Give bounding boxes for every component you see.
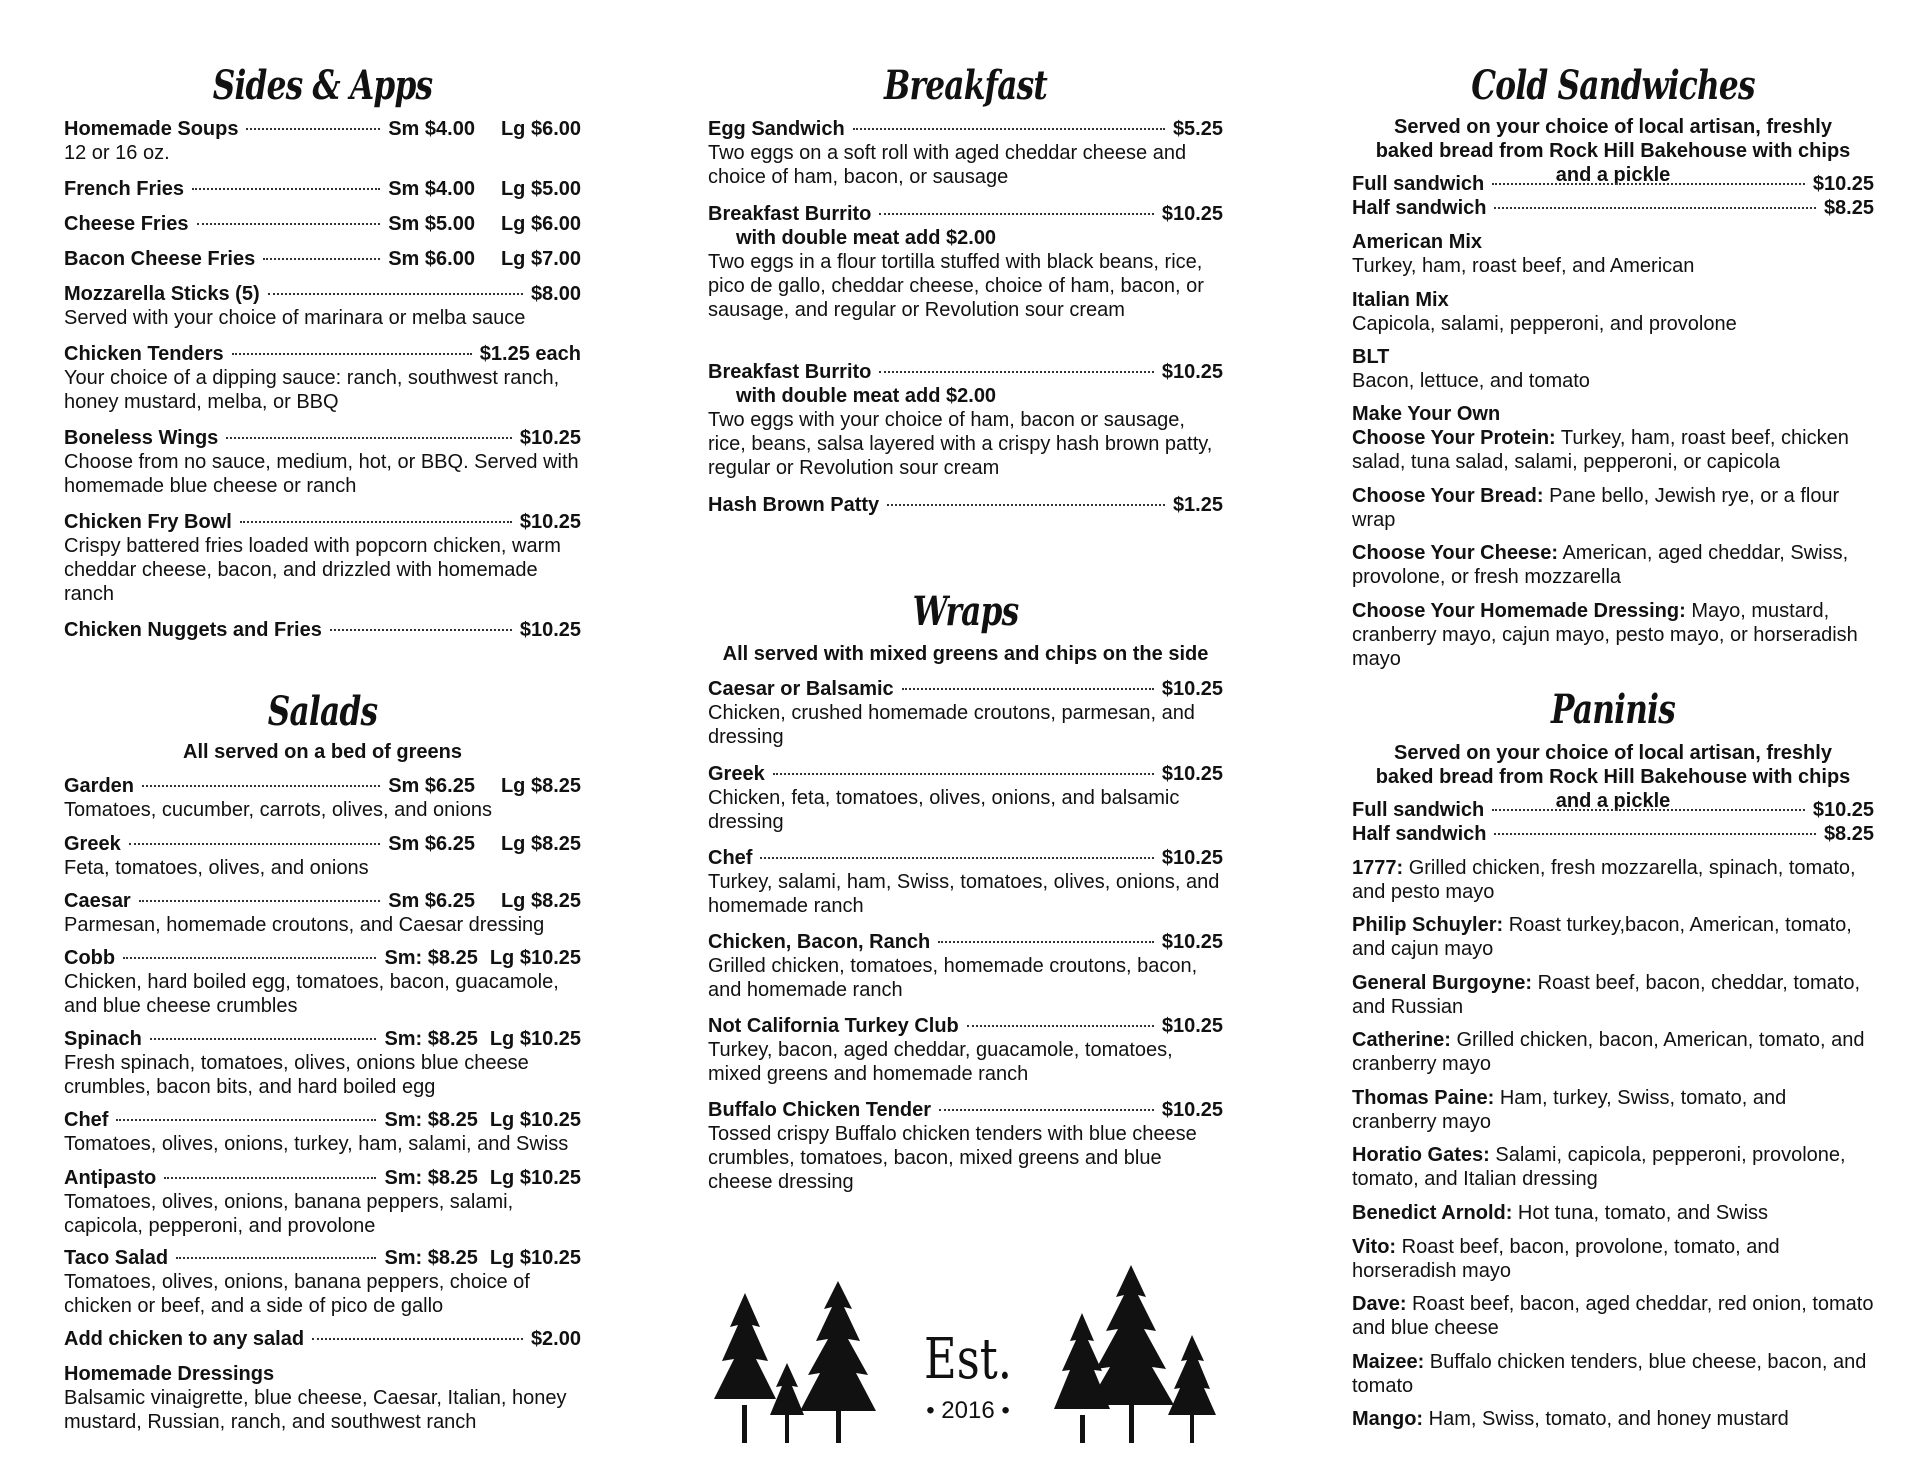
dot-leader [853, 128, 1165, 130]
option-label: Choose Your Protein: [1352, 427, 1556, 449]
option-label: Choose Your Cheese: [1352, 542, 1558, 564]
half-price: $8.25 [1823, 823, 1874, 845]
half-label: Half sandwich [1352, 197, 1487, 219]
price-small: Sm $6.25 [388, 775, 475, 797]
panini-name: Vito: [1352, 1236, 1397, 1258]
item-price: $10.25 [519, 427, 581, 449]
panini-item [1352, 1350, 1874, 1398]
panini-item [1352, 1407, 1874, 1431]
panini-desc: Roast beef, bacon, provolone, tomato, and horseradish mayo [1352, 1236, 1780, 1282]
item-name: Add chicken to any salad [64, 1328, 305, 1350]
item-desc: Choose from no sauce, medium, hot, or BBQ. Served with homemade blue cheese or ranch [64, 451, 579, 497]
make-your-own [1352, 402, 1874, 474]
option-text: Mayo, mustard, cranberry mayo, cajun mayo, pesto mayo, or horseradish mayo [1352, 600, 1858, 670]
item-price: $10.25 [1161, 1099, 1223, 1121]
price-large: Lg $10.25 [489, 1109, 581, 1131]
dot-leader [150, 1038, 377, 1040]
dot-leader [164, 1177, 376, 1179]
item-desc: Two eggs on a soft roll with aged cheddar cheese and choice of ham, bacon, or sausage [708, 142, 1187, 188]
panini-desc: Grilled chicken, fresh mozzarella, spinach, tomato, and pesto mayo [1352, 857, 1856, 903]
panini-item [1352, 1143, 1874, 1191]
dot-leader [330, 629, 512, 631]
price-small: Sm $5.00 [388, 213, 475, 235]
dot-leader [879, 213, 1153, 215]
item-desc: Tomatoes, olives, onions, banana peppers, salami, capicola, pepperoni, and provolone [64, 1191, 514, 1237]
option-text: American, aged cheddar, Swiss, provolone, or fresh mozzarella [1352, 542, 1849, 588]
item-desc: Two eggs in a flour tortilla stuffed with black beans, rice, pico de gallo, cheddar cheese, choice of ham, bacon, or sausage, and regular or Revolution sour cream [708, 251, 1204, 321]
panini-name: Mango: [1352, 1408, 1424, 1430]
item-name: Taco Salad [64, 1247, 169, 1269]
dot-leader [312, 1338, 523, 1340]
price-large: Lg $8.25 [500, 890, 581, 912]
panini-desc: Ham, Swiss, tomato, and honey mustard [1423, 1408, 1789, 1430]
item-extra: with double meat add $2.00 [736, 385, 997, 407]
item-name: Cheese Fries [64, 213, 189, 235]
menu-item [708, 930, 1223, 1002]
make-option-row [1352, 599, 1874, 671]
item-name: Greek [708, 763, 765, 785]
price-small: Sm: $8.25 [384, 1167, 478, 1189]
dot-leader [939, 1109, 1154, 1111]
option-label: Choose Your Homemade Dressing: [1352, 600, 1686, 622]
item-desc: Fresh spinach, tomatoes, olives, onions blue cheese crumbles, bacon bits, and hard boiled egg [64, 1052, 529, 1098]
item-name: Mozzarella Sticks (5) [64, 283, 260, 305]
menu-item [1352, 230, 1874, 278]
dot-leader [902, 688, 1154, 690]
option-text: Pane bello, Jewish rye, or a flour wrap [1352, 485, 1840, 531]
menu-item [708, 1014, 1223, 1086]
menu-item [64, 889, 581, 937]
item-desc: Feta, tomatoes, olives, and onions [64, 857, 369, 879]
item-name: Homemade Soups [64, 118, 239, 140]
make-option [1352, 426, 1874, 474]
make-option [1352, 484, 1874, 532]
panini-item [1352, 856, 1874, 904]
menu-item [708, 762, 1223, 834]
item-name: American Mix [1352, 231, 1483, 253]
panini-item [1352, 1292, 1874, 1340]
wraps-subtitle: All served with mixed greens and chips on the side [722, 643, 1209, 665]
est-text: Est. [924, 1327, 1012, 1392]
dot-leader [1494, 833, 1815, 835]
dot-leader [139, 900, 381, 902]
panini-name: 1777: [1352, 857, 1404, 879]
item-desc: 12 or 16 oz. [64, 142, 170, 164]
panini-name: Horatio Gates: [1352, 1144, 1490, 1166]
dot-leader [268, 293, 523, 295]
full-price: $10.25 [1812, 799, 1874, 821]
price-large: Lg $10.25 [489, 1028, 581, 1050]
item-desc: Turkey, salami, ham, Swiss, tomatoes, olives, onions, and homemade ranch [708, 871, 1220, 917]
menu-item [64, 1166, 581, 1238]
panini-desc: Roast beef, bacon, cheddar, tomato, and Russian [1352, 972, 1861, 1018]
full-label: Full sandwich [1352, 173, 1485, 195]
price-row-full [1352, 172, 1874, 196]
item-name: Chef [708, 847, 753, 869]
dot-leader [1494, 207, 1815, 209]
paninis-title: Paninis [1550, 686, 1676, 733]
item-name: Chicken Tenders [64, 343, 224, 365]
item-name: Breakfast Burrito [708, 361, 872, 383]
price-large: Lg $6.00 [500, 118, 581, 140]
menu-item [708, 677, 1223, 749]
menu-item [64, 1108, 581, 1156]
dot-leader [1492, 183, 1805, 185]
item-name: Caesar [64, 890, 131, 912]
menu-item [708, 117, 1223, 189]
item-price: $2.00 [530, 1328, 581, 1350]
dot-leader [263, 258, 380, 260]
price-small: Sm: $8.25 [384, 947, 478, 969]
item-name: Antipasto [64, 1167, 157, 1189]
wraps-title: Wraps [912, 588, 1019, 635]
panini-item [1352, 913, 1874, 961]
salads-title: Salads [267, 688, 378, 735]
price-small: Sm: $8.25 [384, 1109, 478, 1131]
item-desc: Tossed crispy Buffalo chicken tenders with blue cheese crumbles, tomatoes, bacon, mixed greens and blue cheese dressing [708, 1123, 1197, 1193]
item-desc: Bacon, lettuce, and tomato [1352, 370, 1590, 392]
item-price: $1.25 each [479, 343, 581, 365]
item-name: Garden [64, 775, 135, 797]
panini-item [1352, 971, 1874, 1019]
item-price: $10.25 [1161, 361, 1223, 383]
est-logo [908, 1327, 1028, 1426]
price-large: Lg $10.25 [489, 947, 581, 969]
panini-name: Philip Schuyler: [1352, 914, 1504, 936]
price-small: Sm $4.00 [388, 118, 475, 140]
item-name: Spinach [64, 1028, 142, 1050]
breakfast-title: Breakfast [883, 62, 1048, 109]
menu-item [64, 774, 581, 822]
dot-leader [129, 843, 381, 845]
sides-title: Sides & Apps [212, 62, 433, 109]
dot-leader [226, 437, 512, 439]
dot-leader [1492, 809, 1805, 811]
price-large: Lg $5.00 [500, 178, 581, 200]
item-price: $10.25 [519, 619, 581, 641]
menu-item [64, 1327, 581, 1351]
full-label: Full sandwich [1352, 799, 1485, 821]
menu-item [64, 1027, 581, 1099]
item-price: $10.25 [1161, 931, 1223, 953]
panini-name: General Burgoyne: [1352, 972, 1533, 994]
price-large: Lg $10.25 [489, 1167, 581, 1189]
menu-item [64, 177, 581, 201]
item-name: Buffalo Chicken Tender [708, 1099, 931, 1121]
panini-desc: Grilled chicken, bacon, American, tomato, and cranberry mayo [1352, 1029, 1865, 1075]
item-desc: Tomatoes, olives, onions, banana peppers, choice of chicken or beef, and a side of pico de gallo [64, 1271, 530, 1317]
menu-item [64, 510, 581, 606]
dot-leader [887, 504, 1165, 506]
menu-item [1352, 288, 1874, 336]
item-name: Greek [64, 833, 121, 855]
menu-item [708, 846, 1223, 918]
panini-item [1352, 1201, 1874, 1225]
panini-name: Benedict Arnold: [1352, 1202, 1513, 1224]
item-price: $10.25 [519, 511, 581, 533]
price-small: Sm $4.00 [388, 178, 475, 200]
price-large: Lg $7.00 [500, 248, 581, 270]
menu-item [64, 117, 581, 165]
item-price: $5.25 [1172, 118, 1223, 140]
dot-leader [232, 353, 472, 355]
menu-item [64, 832, 581, 880]
paninis-subtitle: Served on your choice of local artisan, freshly baked bread from Rock Hill Bakehouse with chips and a pickle [1375, 742, 1851, 812]
item-name: Cobb [64, 947, 116, 969]
price-small: Sm: $8.25 [384, 1028, 478, 1050]
price-large: Lg $8.25 [500, 775, 581, 797]
dot-leader [197, 223, 381, 225]
price-large: Lg $10.25 [489, 1247, 581, 1269]
make-option [1352, 541, 1874, 589]
item-desc: Your choice of a dipping sauce: ranch, southwest ranch, honey mustard, melba, or BBQ [64, 367, 560, 413]
panini-name: Thomas Paine: [1352, 1087, 1495, 1109]
item-price: $10.25 [1161, 678, 1223, 700]
price-small: Sm: $8.25 [384, 1247, 478, 1269]
item-desc: Served with your choice of marinara or melba sauce [64, 307, 526, 329]
option-label: Choose Your Bread: [1352, 485, 1544, 507]
item-price: $1.25 [1172, 494, 1223, 516]
dot-leader [246, 128, 380, 130]
menu-item [1352, 345, 1874, 393]
dot-leader [240, 521, 512, 523]
item-desc: Chicken, hard boiled egg, tomatoes, bacon, guacamole, and blue cheese crumbles [64, 971, 559, 1017]
panini-desc: Salami, capicola, pepperoni, provolone, tomato, and Italian dressing [1352, 1144, 1846, 1190]
salads-subtitle: All served on a bed of greens [183, 741, 462, 763]
item-desc: Crispy battered fries loaded with popcorn chicken, warm cheddar cheese, bacon, and drizzled with homemade ranch [64, 535, 561, 605]
make-option [1352, 599, 1874, 671]
item-price: $10.25 [1161, 1015, 1223, 1037]
dot-leader [938, 941, 1154, 943]
menu-item [708, 360, 1223, 480]
panini-item [1352, 1086, 1874, 1134]
dot-leader [176, 1257, 376, 1259]
dot-leader [773, 773, 1154, 775]
option-text: Turkey, ham, roast beef, chicken salad, tuna salad, salami, pepperoni, or capicola [1352, 427, 1849, 473]
menu-item [64, 426, 581, 498]
panini-name: Catherine: [1352, 1029, 1451, 1051]
item-desc: Two eggs with your choice of ham, bacon or sausage, rice, beans, salsa layered with a crispy hash brown patty, regular or Revolution sour cream [708, 409, 1213, 479]
dot-leader [760, 857, 1153, 859]
panini-name: Dave: [1352, 1293, 1407, 1315]
menu-item [64, 342, 581, 414]
item-name: Chicken Nuggets and Fries [64, 619, 322, 641]
make-title: Make Your Own [1352, 403, 1501, 425]
dot-leader [879, 371, 1153, 373]
menu-item [708, 493, 1223, 517]
menu-item [708, 202, 1223, 322]
half-price: $8.25 [1823, 197, 1874, 219]
price-row-half [1352, 196, 1874, 220]
item-desc: Tomatoes, cucumber, carrots, olives, and onions [64, 799, 492, 821]
item-desc: Capicola, salami, pepperoni, and provolone [1352, 313, 1737, 335]
item-name: Bacon Cheese Fries [64, 248, 256, 270]
panini-item [1352, 1235, 1874, 1283]
item-name: Chicken, Bacon, Ranch [708, 931, 931, 953]
price-small: Sm $6.25 [388, 890, 475, 912]
item-desc: Balsamic vinaigrette, blue cheese, Caesar, Italian, honey mustard, Russian, ranch, and southwest ranch [64, 1387, 567, 1433]
item-price: $10.25 [1161, 847, 1223, 869]
panini-desc: Roast turkey,bacon, American, tomato, and cajun mayo [1352, 914, 1852, 960]
item-name: Chicken Fry Bowl [64, 511, 232, 533]
item-name: Italian Mix [1352, 289, 1449, 311]
menu-item [64, 618, 581, 642]
price-large: Lg $8.25 [500, 833, 581, 855]
dot-leader [192, 188, 380, 190]
menu-item [708, 1098, 1223, 1194]
make-option-row [1352, 541, 1874, 589]
item-name: French Fries [64, 178, 185, 200]
panini-name: Maizee: [1352, 1351, 1425, 1373]
menu-item [64, 212, 581, 236]
dot-leader [116, 1119, 376, 1121]
item-desc: Chicken, feta, tomatoes, olives, onions, and balsamic dressing [708, 787, 1180, 833]
item-desc: Turkey, bacon, aged cheddar, guacamole, tomatoes, mixed greens and homemade ranch [708, 1039, 1173, 1085]
panini-desc: Ham, turkey, Swiss, tomato, and cranberry mayo [1352, 1087, 1787, 1133]
item-price: $10.25 [1161, 763, 1223, 785]
menu-item [64, 1362, 581, 1434]
price-small: Sm $6.00 [388, 248, 475, 270]
panini-desc: Hot tuna, tomato, and Swiss [1512, 1202, 1769, 1224]
item-price: $10.25 [1161, 203, 1223, 225]
item-extra: with double meat add $2.00 [736, 227, 997, 249]
item-desc: Grilled chicken, tomatoes, homemade croutons, bacon, and homemade ranch [708, 955, 1198, 1001]
item-name: Caesar or Balsamic [708, 678, 894, 700]
cold-subtitle: Served on your choice of local artisan, freshly baked bread from Rock Hill Bakehouse with chips and a pickle [1375, 116, 1851, 186]
item-desc: Turkey, ham, roast beef, and American [1352, 255, 1695, 277]
make-option-row [1352, 484, 1874, 532]
menu-item [64, 946, 581, 1018]
price-row-full [1352, 798, 1874, 822]
half-label: Half sandwich [1352, 823, 1487, 845]
menu-item [64, 247, 581, 271]
full-price: $10.25 [1812, 173, 1874, 195]
item-name: Homemade Dressings [64, 1363, 275, 1385]
item-desc: Parmesan, homemade croutons, and Caesar dressing [64, 914, 545, 936]
item-name: BLT [1352, 346, 1390, 368]
dot-leader [142, 785, 380, 787]
item-name: Egg Sandwich [708, 118, 845, 140]
dot-leader [967, 1025, 1154, 1027]
price-small: Sm $6.25 [388, 833, 475, 855]
panini-desc: Buffalo chicken tenders, blue cheese, bacon, and tomato [1352, 1351, 1867, 1397]
menu-item [64, 1246, 581, 1318]
menu-item [64, 282, 581, 330]
price-row-half [1352, 822, 1874, 846]
dot-leader [123, 957, 376, 959]
item-desc: Tomatoes, olives, onions, turkey, ham, salami, and Swiss [64, 1133, 569, 1155]
item-name: Breakfast Burrito [708, 203, 872, 225]
panini-desc: Roast beef, bacon, aged cheddar, red onion, tomato and blue cheese [1352, 1293, 1874, 1339]
cold-sandwiches-title: Cold Sandwiches [1471, 62, 1755, 109]
item-name: Hash Brown Patty [708, 494, 880, 516]
price-large: Lg $6.00 [500, 213, 581, 235]
item-name: Chef [64, 1109, 109, 1131]
est-year: • 2016 • [926, 1397, 1010, 1424]
item-name: Not California Turkey Club [708, 1015, 959, 1037]
item-price: $8.00 [530, 283, 581, 305]
item-name: Boneless Wings [64, 427, 219, 449]
panini-item [1352, 1028, 1874, 1076]
item-desc: Chicken, crushed homemade croutons, parmesan, and dressing [708, 702, 1195, 748]
